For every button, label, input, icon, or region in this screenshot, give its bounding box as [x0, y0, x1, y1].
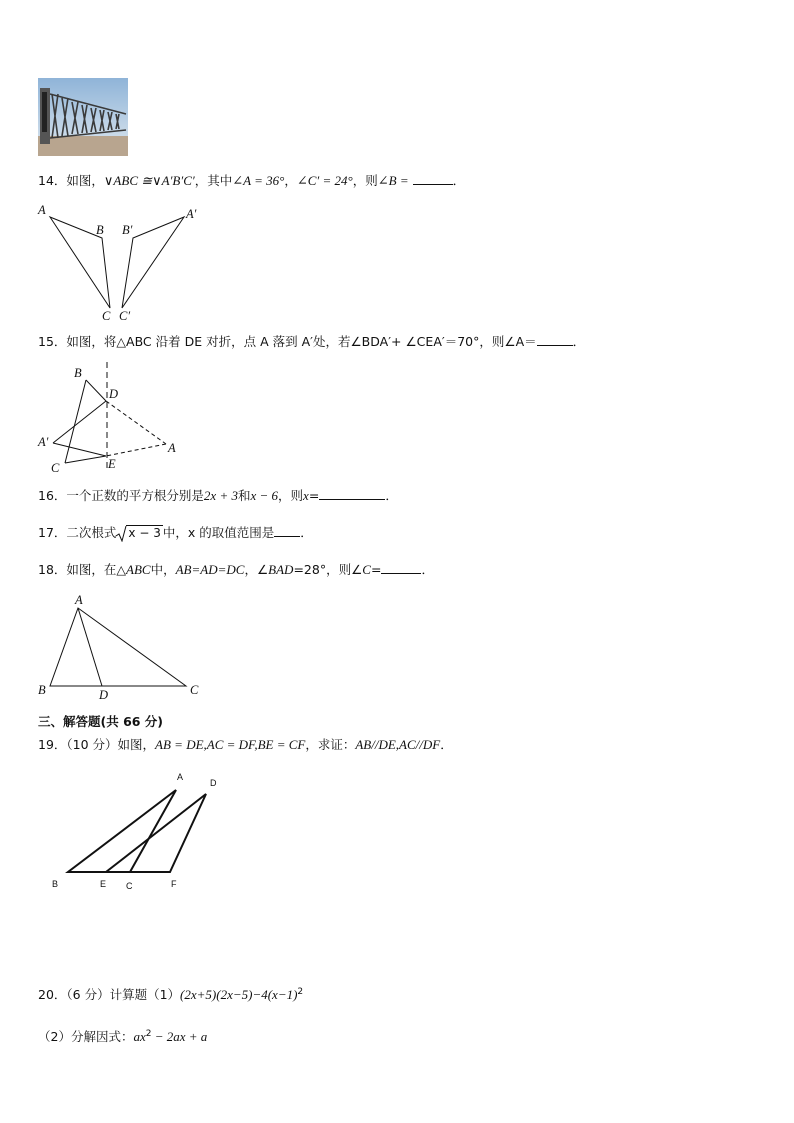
q15-label-B: B: [74, 366, 82, 380]
q15-answer-blank[interactable]: [537, 334, 573, 346]
q14-figure: [36, 202, 206, 324]
q18-figure: [36, 592, 206, 704]
q19-label-F: F: [171, 879, 177, 889]
q19-label-C: C: [126, 881, 133, 891]
q18-label-C: C: [190, 683, 199, 697]
q17-text: 17．二次根式 x − 3 中，x 的取值范围是 ．: [38, 525, 313, 540]
q15-label-C: C: [51, 461, 60, 475]
q19-label-B: B: [52, 879, 59, 889]
q14-label-B: B: [96, 223, 104, 237]
q15-label-E: E: [108, 457, 116, 471]
q16-answer-blank[interactable]: [319, 488, 385, 500]
q15-label-D: D: [109, 387, 119, 401]
q18-text: 18．如图，在△ABC中，AB=AD=DC，∠BAD=28°，则∠C= ．: [38, 562, 434, 577]
q20-text: 20．（6 分）计算题$(1)(2x+5)(2x-5)-4(x-1)^2$: [38, 987, 304, 1003]
q19-label-D: D: [210, 778, 217, 788]
q15-text: 15．如图，将△ABC 沿着 DE 对折，点 A 落到 A′处，若∠BDA′+ ∠CEA′＝70°，则∠A＝ ．: [38, 334, 586, 349]
q14-answer-blank[interactable]: [413, 173, 453, 185]
radical-sign-icon: [116, 526, 127, 542]
q18-label-B: B: [38, 683, 46, 697]
q15-label-A: A: [168, 441, 176, 455]
q14-label-B-prime: B′: [122, 223, 133, 237]
q15-label-A-prime: A′: [38, 435, 49, 449]
folding-gate-photo: [38, 78, 128, 156]
q14-label-C: C: [102, 309, 111, 323]
sqrt-expression: x − 3: [116, 525, 162, 541]
q18-label-D: D: [99, 688, 109, 702]
q20-part2: （2）分解因式：$ax^2 - 2ax + a$: [38, 1029, 208, 1045]
q16-text: 16．一个正数的平方根分别是2x + 3和x − 6，则x= ．: [38, 488, 398, 503]
q19-label-E: E: [100, 879, 107, 889]
q19-figure: [46, 770, 226, 894]
gate-image-icon: [38, 78, 128, 156]
q14-text: 14．如图，∨ABC ≅∨A′B′C′，其中∠A = 36°，∠C′ = 24°，则∠B = ．: [38, 173, 466, 188]
section-title: 三、解答题(共 66 分): [38, 714, 164, 729]
q19-text: 19．（10 分）如图，AB = DE,AC = DF,BE = CF，求证：AB//DE,AC//DF．: [38, 737, 453, 752]
q14-label-A: A: [38, 203, 46, 217]
q19-label-A: A: [177, 772, 184, 782]
q17-answer-blank[interactable]: [274, 525, 300, 537]
q18-label-A: A: [75, 593, 83, 607]
q14-label-C-prime: C′: [119, 309, 131, 323]
q15-figure: [36, 360, 186, 480]
q14-label-A-prime: A′: [186, 207, 197, 221]
q18-answer-blank[interactable]: [381, 562, 421, 574]
